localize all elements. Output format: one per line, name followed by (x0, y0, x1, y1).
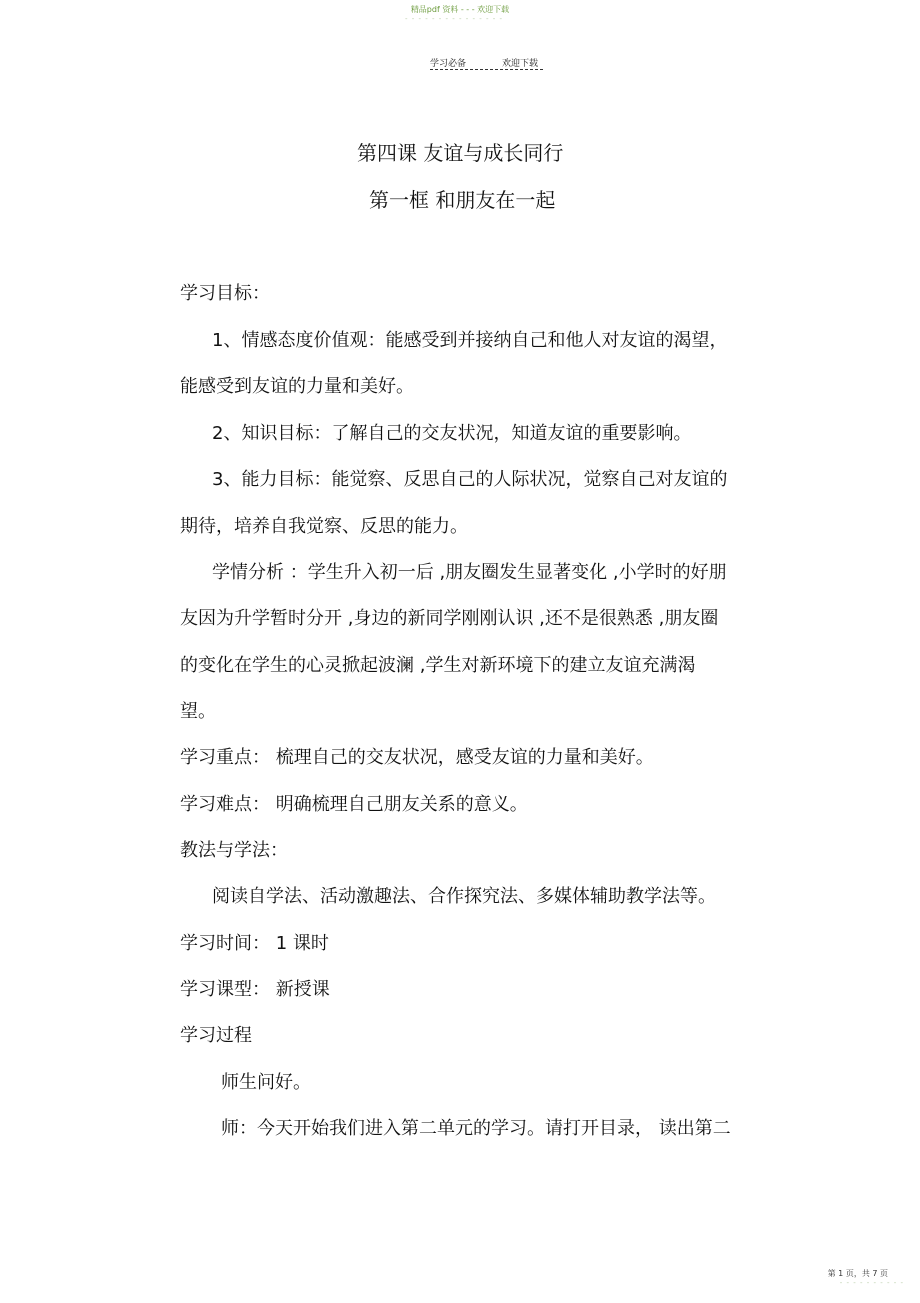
header-divider (430, 69, 543, 70)
paragraph-line: 学习课型： 新授课 (180, 979, 330, 1000)
paragraph-line: 友因为升学暂时分开 ,身边的新同学刚刚认识 ,还不是很熟悉 ,朋友圈 (180, 608, 719, 629)
watermark-dots: - - - - - - - - - - - - - - - (405, 15, 504, 23)
paragraph-line: 2、知识目标：了解自己的交友状况，知道友谊的重要影响。 (212, 423, 692, 444)
paragraph-line: 3、能力目标：能觉察、反思自己的人际状况，觉察自己对友谊的 (212, 469, 728, 490)
paragraph-line: 的变化在学生的心灵掀起波澜 ,学生对新环境下的建立友谊充满渴 (180, 655, 696, 676)
header-right: 欢迎下载 (502, 59, 539, 69)
paragraph-line: 师：今天开始我们进入第二单元的学习。请打开目录， 读出第二 (221, 1118, 731, 1139)
section-title: 第一框 和朋友在一起 (369, 188, 556, 212)
paragraph-line: 师生问好。 (221, 1072, 311, 1093)
footer-dots: - - - - - - - - - - (839, 1279, 904, 1287)
paragraph-line: 能感受到友谊的力量和美好。 (180, 376, 414, 397)
paragraph-line: 学习目标： (180, 283, 270, 304)
header-left: 学习必备 (430, 59, 467, 69)
paragraph-line: 1、情感态度价值观：能感受到并接纳自己和他人对友谊的渴望， (212, 330, 728, 351)
paragraph-line: 望。 (180, 701, 216, 722)
paragraph-line: 学情分析 ：学生升入初一后 ,朋友圈发生显著变化 ,小学时的好朋 (212, 562, 727, 583)
watermark-text: 精品pdf 资料 - - - 欢迎下载 (410, 5, 510, 14)
paragraph-line: 学习重点： 梳理自己的交友状况，感受友谊的力量和美好。 (180, 747, 654, 768)
paragraph-line: 学习过程 (180, 1025, 252, 1046)
paragraph-line: 阅读自学法、活动激趣法、合作探究法、多媒体辅助教学法等。 (212, 886, 716, 907)
paragraph-line: 教法与学法： (180, 840, 288, 861)
page-number: 第 1 页，共 7 页 (827, 1269, 888, 1278)
paragraph-line: 学习难点： 明确梳理自己朋友关系的意义。 (180, 794, 528, 815)
lesson-title: 第四课 友谊与成长同行 (357, 141, 564, 165)
paragraph-line: 学习时间： 1 课时 (180, 933, 329, 954)
paragraph-line: 期待，培养自我觉察、反思的能力。 (180, 516, 468, 537)
